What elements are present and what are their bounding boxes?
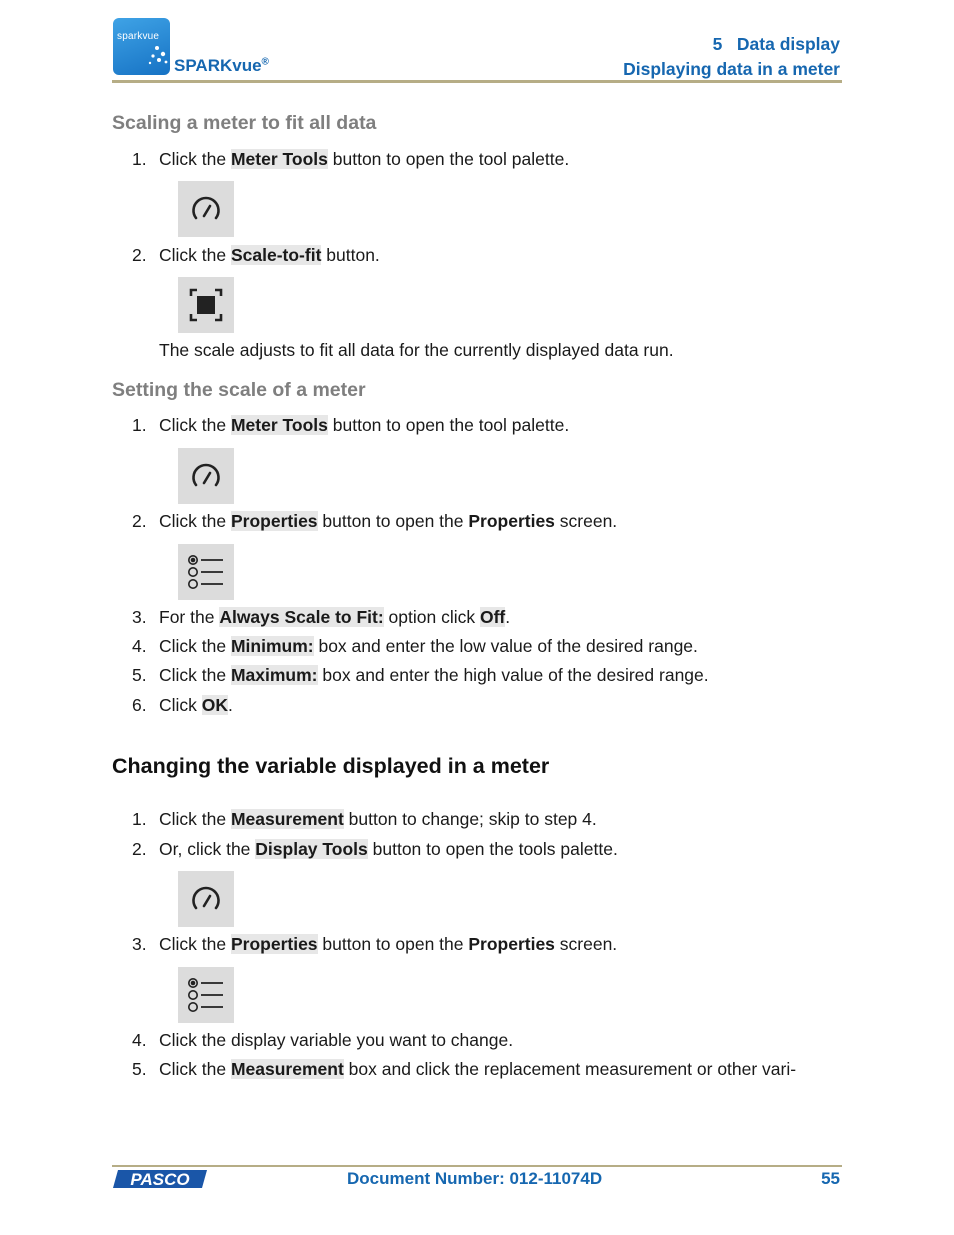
setting-step-5: 5. Click the Maximum: box and enter the high value of the desired range. <box>132 665 709 685</box>
meter-tools-button-image <box>178 181 234 237</box>
chapter-title: 5 Data display <box>712 34 840 54</box>
scale-to-fit-icon <box>188 287 224 323</box>
scaling-note: The scale adjusts to fit all data for the currently displayed data run. <box>159 340 674 360</box>
changing-step-3: 3. Click the Properties button to open the Properties screen. <box>132 934 618 954</box>
document-number: Document Number: 012-11074D <box>347 1169 603 1188</box>
setting-step-2: 2. Click the Properties button to open the Properties screen. <box>132 511 618 531</box>
setting-step-1: 1. Click the Meter Tools button to open the tool palette. <box>132 415 570 435</box>
gauge-icon <box>188 881 224 917</box>
pasco-logo-text: PASCO <box>130 1170 190 1189</box>
gauge-icon <box>188 191 224 227</box>
section-title: Displaying data in a meter <box>623 58 840 79</box>
meter-tools-button-image <box>178 448 234 504</box>
pasco-logo <box>112 1168 208 1190</box>
sparkvue-logo <box>113 18 170 75</box>
display-tools-button-image <box>178 871 234 927</box>
properties-button-image <box>178 967 234 1023</box>
heading-changing: Changing the variable displayed in a meter <box>112 754 550 778</box>
scaling-step-2: 2. Click the Scale-to-fit button. <box>132 245 380 265</box>
sparkle-dots-icon <box>147 45 169 67</box>
scaling-step-1: 1. Click the Meter Tools button to open the tool palette. <box>132 149 570 169</box>
scale-to-fit-button-image <box>178 277 234 333</box>
changing-step-5: 5. Click the Measurement box and click the replacement measurement or other vari- <box>132 1059 797 1079</box>
header-chapter <box>623 32 840 81</box>
subhead-setting: Setting the scale of a meter <box>112 379 366 401</box>
header-rule <box>112 80 842 83</box>
setting-step-3: 3. For the Always Scale to Fit: option click Off. <box>132 607 511 627</box>
brand-name: SPARKvue® <box>174 56 269 75</box>
setting-step-6: 6. Click OK. <box>132 695 233 715</box>
logo-wordmark: sparkvue <box>117 31 160 42</box>
footer-rule <box>112 1165 842 1167</box>
changing-step-4: 4. Click the display variable you want to change. <box>132 1030 514 1050</box>
gauge-icon <box>188 458 224 494</box>
properties-button-image <box>178 544 234 600</box>
changing-step-1: 1. Click the Measurement button to change; skip to step 4. <box>132 809 597 829</box>
properties-list-icon <box>186 975 226 1015</box>
setting-step-4: 4. Click the Minimum: box and enter the low value of the desired range. <box>132 636 698 656</box>
properties-list-icon <box>186 552 226 592</box>
changing-step-2: 2. Or, click the Display Tools button to open the tools palette. <box>132 839 618 859</box>
subhead-scaling: Scaling a meter to fit all data <box>112 112 377 134</box>
page-number: 55 <box>821 1169 840 1188</box>
